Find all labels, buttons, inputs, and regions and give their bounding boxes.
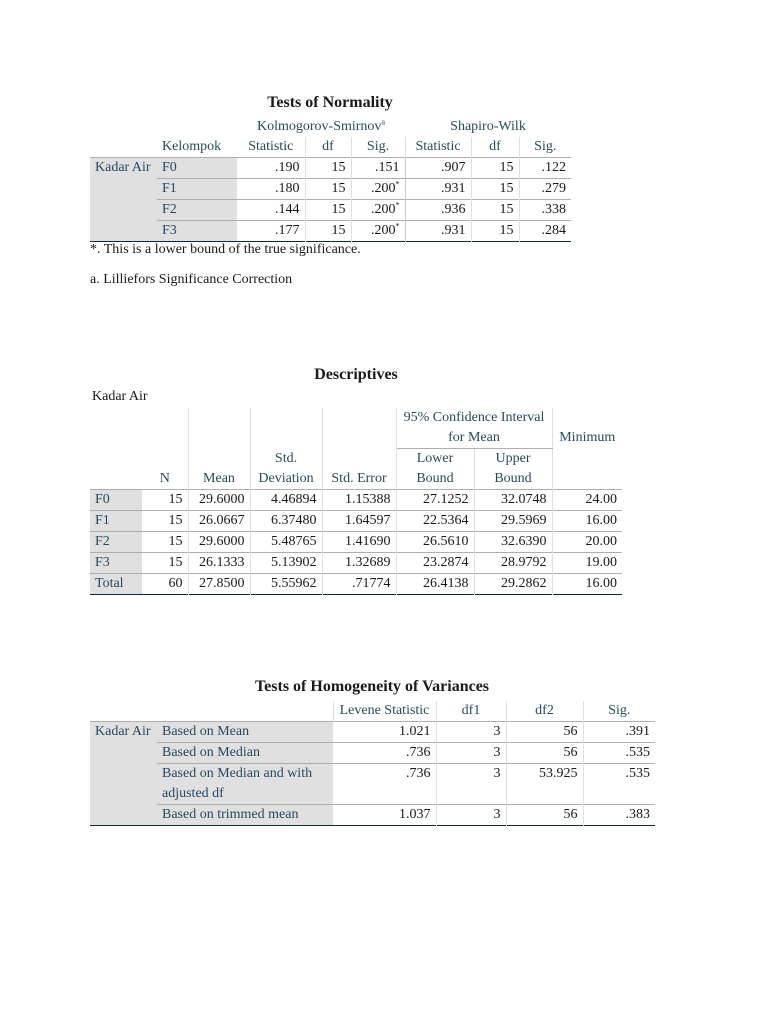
table-row: Based on trimmed mean 1.037 3 56 .383 [90, 805, 655, 826]
table-row: Based on Median .736 3 56 .535 [90, 743, 655, 764]
col-header: Sig. [351, 137, 405, 158]
ci-header: 95% Confidence Interval [396, 408, 552, 428]
table-row: F1 .180 15 .200* .931 15 .279 [90, 179, 571, 200]
group-label: F0 [157, 158, 237, 179]
col-header-upper: Upper [474, 449, 552, 470]
homogeneity-title: Tests of Homogeneity of Variances [254, 678, 490, 695]
col-header-n: N [142, 469, 188, 490]
normality-title: Tests of Normality [267, 94, 393, 111]
group-label: F2 [90, 532, 142, 553]
row-label: Based on Median [157, 743, 333, 764]
normality-footnote-2: a. Lilliefors Significance Correction [90, 272, 293, 287]
table-row: Kadar Air F0 .190 15 .151 .907 15 .122 [90, 158, 571, 179]
col-header-sig: Sig. [608, 703, 631, 718]
col-header: df [305, 137, 351, 158]
group-label: F2 [157, 200, 237, 221]
col-header-min: Minimum [559, 430, 616, 446]
col-header: Statistic [405, 137, 471, 158]
descriptives-variable-label: Kadar Air [92, 389, 148, 404]
table-row: F3 15 26.1333 5.13902 1.32689 23.2874 28.9792 19.00 [90, 553, 622, 574]
table-row: F0 15 29.6000 4.46894 1.15388 27.1252 32.0748 24.00 [90, 490, 622, 511]
descriptives-table [90, 408, 622, 595]
group-label: F1 [157, 179, 237, 200]
table-row: F3 .177 15 .200* .931 15 .284 [90, 221, 571, 242]
row-label: Based on trimmed mean [157, 805, 333, 826]
group-label: F3 [90, 553, 142, 574]
col-header-df2: df2 [506, 701, 583, 722]
table-row: F2 15 29.6000 5.48765 1.41690 26.5610 32.6390 20.00 [90, 532, 622, 553]
row-label: Based on Median and with adjusted df [157, 764, 333, 805]
group-label: F1 [90, 511, 142, 532]
group-label: F0 [90, 490, 142, 511]
variable-label: Kadar Air [90, 722, 157, 826]
col-header-upper-2: Bound [474, 469, 552, 490]
ks-header: Kolmogorov-Smirnov$^a$ [256, 117, 385, 134]
row-label: Based on Mean [157, 722, 333, 743]
col-header: Statistic [237, 137, 305, 158]
col-header: df [471, 137, 519, 158]
table-row: Based on Median and with adjusted df .736 3 53.925 .535 [90, 764, 655, 805]
group-label: Total [90, 574, 142, 595]
group-header: Kelompok [162, 139, 222, 154]
table-row: Total 60 27.8500 5.55962 .71774 26.4138 29.2862 16.00 [90, 574, 622, 595]
col-header-levene: Levene Statistic [333, 701, 436, 722]
col-header-df1: df1 [436, 701, 506, 722]
col-header-se: Std. Error [322, 469, 396, 490]
variable-label: Kadar Air [90, 158, 157, 242]
descriptives-title: Descriptives [314, 366, 398, 383]
sw-header: Shapiro-Wilk [450, 119, 526, 134]
col-header: Sig. [534, 139, 557, 154]
col-header-lower: Lower [396, 449, 474, 470]
homogeneity-table [90, 701, 655, 826]
normality-footnote-1: *. This is a lower bound of the true significance. [90, 242, 361, 257]
normality-table-container [90, 117, 571, 242]
homogeneity-table-container [90, 701, 655, 826]
table-row: F1 15 26.0667 6.37480 1.64597 22.5364 29.5969 16.00 [90, 511, 622, 532]
col-header-mean: Mean [188, 469, 250, 490]
descriptives-table-container [90, 408, 622, 595]
table-row: F2 .144 15 .200* .936 15 .338 [90, 200, 571, 221]
normality-table [90, 117, 571, 242]
col-header-lower-2: Bound [396, 469, 474, 490]
table-row: Kadar Air Based on Mean 1.021 3 56 .391 [90, 722, 655, 743]
group-label: F3 [157, 221, 237, 242]
ci-header-sub: for Mean [396, 428, 552, 449]
col-header-sd-2: Deviation [250, 469, 322, 490]
col-header-sd: Std. [250, 449, 322, 470]
